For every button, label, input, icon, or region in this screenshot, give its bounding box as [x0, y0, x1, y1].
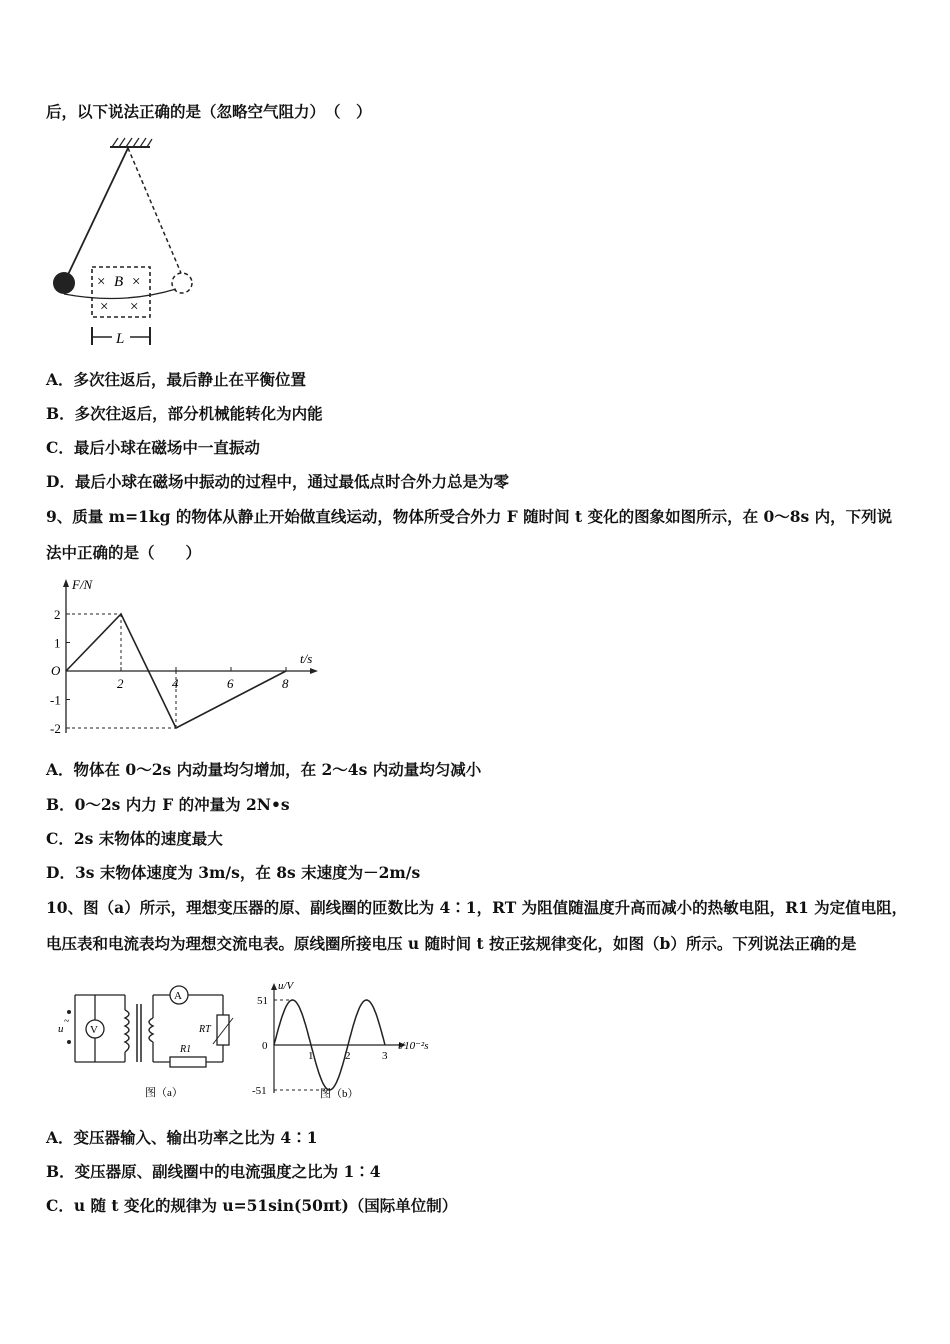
q8-pendulum-figure: [48, 135, 198, 350]
ut-x-axis-label: t/10⁻²s: [398, 1040, 429, 1052]
ut-x-tick-label: 2: [345, 1050, 351, 1062]
q9-option-d: D．3s 末物体速度为 3m/s，在 8s 末速度为－2m/s: [46, 863, 421, 882]
ut-y-axis-label: u/V: [278, 980, 294, 992]
q10-stem-line1: 10、图（a）所示，理想变压器的原、副线圈的匝数比为 4∶1，RT 为阻值随温度升高而减小的热敏电阻，R1 为定值电阻，: [46, 898, 908, 917]
ft-x-tick-label: 6: [227, 676, 234, 691]
svg-text:×: ×: [97, 274, 106, 290]
figure-a-caption: 图（a）: [145, 1087, 183, 1099]
q9-option-a: A．物体在 0～2s 内动量均匀增加，在 2～4s 内动量均匀减小: [46, 760, 482, 779]
ut-origin-label: 0: [262, 1040, 268, 1052]
ammeter-label: A: [174, 990, 182, 1002]
q10-option-b: B．变压器原、副线圈中的电流强度之比为 1∶4: [46, 1162, 381, 1181]
resistor-r1: [170, 1057, 206, 1067]
q9-option-c: C．2s 末物体的速度最大: [46, 829, 223, 848]
q8-option-a: A．多次往返后，最后静止在平衡位置: [46, 370, 307, 389]
pendulum-ball: [53, 272, 75, 294]
ft-y-tick-label: 1: [54, 635, 61, 651]
q9-stem-line1: 9、质量 m=1kg 的物体从静止开始做直线运动，物体所受合外力 F 随时间 t 变化的图象如图所示，在 0～8s 内，下列说: [46, 507, 893, 526]
q10-option-c: C．u 随 t 变化的规律为 u=51sin(50πt)（国际单位制）: [46, 1196, 458, 1215]
ft-x-tick-label: 2: [117, 676, 124, 691]
ft-y-tick-label: -2: [50, 721, 61, 736]
ut-x-tick-label: 1: [308, 1050, 314, 1062]
rt-label: RT: [199, 1024, 211, 1035]
q10-stem-line2: 电压表和电流表均为理想交流电表。原线圈所接电压 u 随时间 t 按正弦规律变化，如图（b）所示。下列说法正确的是: [46, 934, 857, 953]
ut-y-tick-label: -51: [252, 1085, 267, 1097]
ft-origin-label: O: [51, 663, 61, 678]
ft-x-axis-label: t/s: [300, 651, 313, 666]
q8-option-c: C．最后小球在磁场中一直振动: [46, 438, 260, 457]
q9-stem-line2: 法中正确的是（ ）: [46, 543, 202, 562]
q9-force-time-chart: [44, 575, 329, 740]
field-label-b: B: [114, 274, 124, 290]
ft-x-tick-label: 4: [172, 676, 179, 691]
q10-voltage-time-chart: [250, 975, 450, 1105]
u-source-label: u: [58, 1023, 64, 1035]
q8-option-d: D．最后小球在磁场中振动的过程中，通过最低点时合外力总是为零: [46, 472, 509, 491]
q8-stem-tail: 后，以下说法正确的是（忽略空气阻力） （ ）: [46, 102, 372, 121]
q10-option-a: A．变压器输入、输出功率之比为 4∶1: [46, 1128, 318, 1147]
r1-label: R1: [180, 1044, 192, 1055]
svg-text:×: ×: [100, 299, 109, 315]
thermistor-rt: [217, 1015, 229, 1045]
ut-x-tick-label: 3: [382, 1050, 388, 1062]
ft-y-tick-label: 2: [54, 607, 61, 622]
ut-y-tick-label: 51: [257, 995, 268, 1007]
q8-option-b: B．多次往返后，部分机械能转化为内能: [46, 404, 323, 423]
width-label-l: L: [116, 331, 125, 347]
voltmeter-label: V: [90, 1024, 98, 1036]
svg-text:×: ×: [132, 274, 141, 290]
ft-y-tick-label: -1: [50, 692, 61, 708]
ft-x-tick-label: 8: [282, 676, 289, 691]
svg-text:×: ×: [130, 299, 139, 315]
svg-text:~: ~: [64, 1016, 70, 1027]
q9-option-b: B．0～2s 内力 F 的冲量为 2N•s: [46, 795, 290, 814]
figure-b-caption: 图（b）: [320, 1088, 359, 1100]
ft-y-axis-label: F/N: [72, 577, 93, 592]
q10-circuit-figure: [55, 980, 245, 1105]
